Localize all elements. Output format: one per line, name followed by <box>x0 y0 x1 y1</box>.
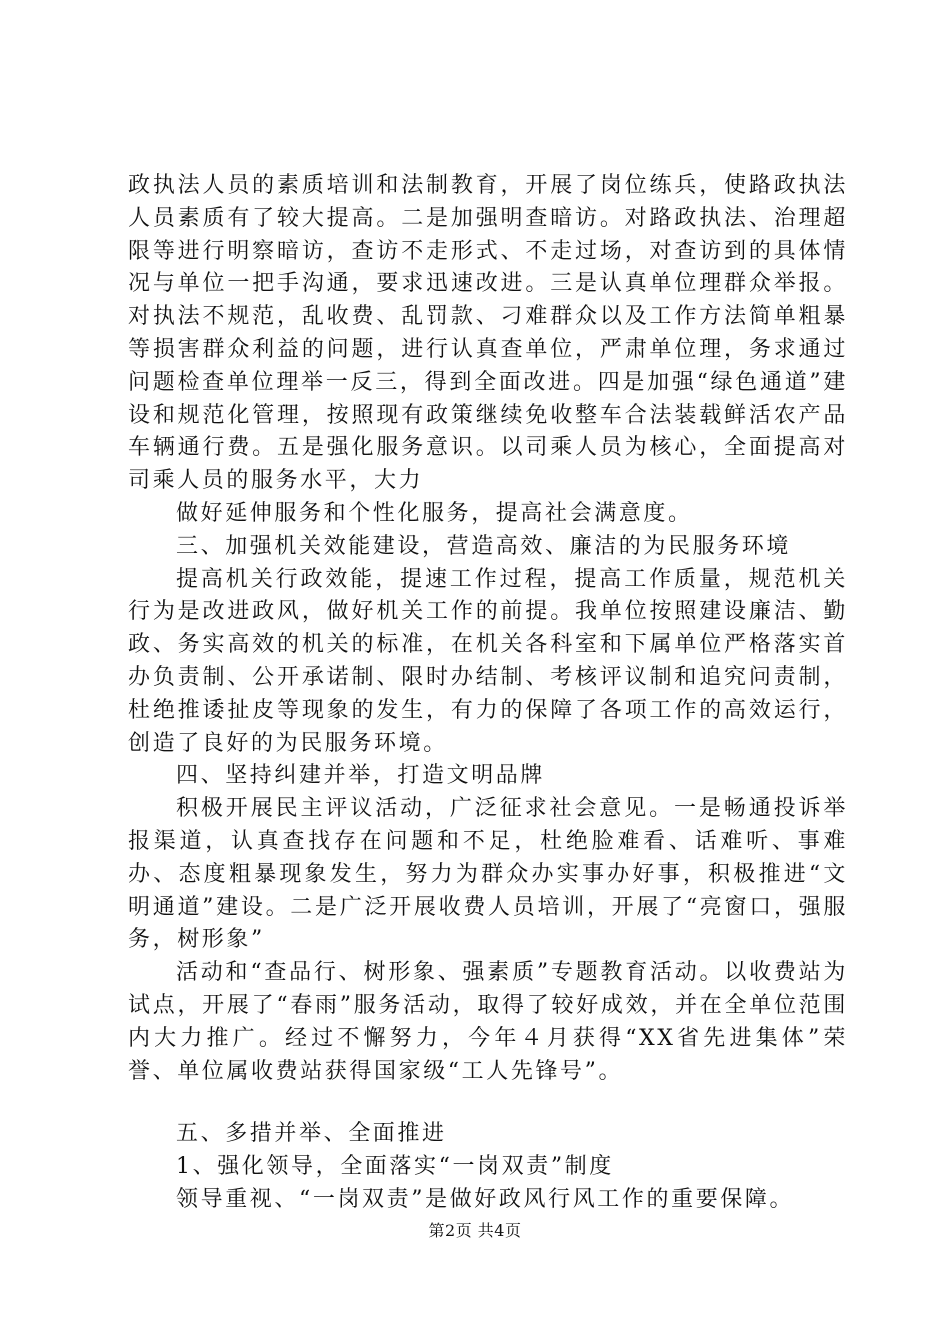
section-heading-3: 三、加强机关效能建设，营造高效、廉洁的为民服务环境 <box>176 533 792 559</box>
paragraph-efficiency: 提高机关行政效能，提速工作过程，提高工作质量，规范机关行为是改进政风，做好机关工作的前提。我单位按照建设廉洁、勤政、务实高效的机关的标准，在机关各科室和下属单位严格落实首办负责制、公开承诺制、限时办结制、考核评议制和追究问责制，杜绝推诿扯皮等现象的发生，有力的保障了各项工作的高效运行，创造了良好的为民服务环境。 <box>128 566 848 756</box>
page-number-footer: 第2页 共4页 <box>428 1221 522 1240</box>
paragraph-service: 做好延伸服务和个性化服务，提高社会满意度。 <box>176 500 693 526</box>
paragraph-activities: 活动和“查品行、树形象、强素质”专题教育活动。以收费站为试点，开展了“春雨”服务活动，取得了较好成效，并在全单位范围内大力推广。经过不懈努力，今年４月获得“XX省先进集体”荣誉、单位属收费站获得国家级“工人先锋号”。 <box>128 960 848 1084</box>
section-heading-4: 四、坚持纠建并举，打造文明品牌 <box>176 763 546 789</box>
paragraph-continuation: 政执法人员的素质培训和法制教育，开展了岗位练兵，使路政执法人员素质有了较大提高。二是加强明查暗访。对路政执法、治理超限等进行明察暗访，查访不走形式、不走过场，对查访到的具体情况与单位一把手沟通，要求迅速改进。三是认真单位理群众举报。对执法不规范，乱收费、乱罚款、刁难群众以及工作方法简单粗暴等损害群众利益的问题，进行认真查单位，严肃单位理，务求通过问题检查单位理举一反三，得到全面改进。四是加强“绿色通道”建设和规范化管理，按照现有政策继续免收整车合法装载鲜活农产品车辆通行费。五是强化服务意识。以司乘人员为核心，全面提高对司乘人员的服务水平，大力 <box>128 173 848 494</box>
paragraph-evaluation: 积极开展民主评议活动，广泛征求社会意见。一是畅通投诉举报渠道，认真查找存在问题和不足，杜绝脸难看、话难听、事难办、态度粗暴现象发生，努力为群众办实事办好事，积极推进“文明通道”建设。二是广泛开展收费人员培训，开展了“亮窗口，强服务，树形象” <box>128 796 848 953</box>
document-body <box>128 170 848 1217</box>
section-heading-5: 五、多措并举、全面推进 <box>176 1121 447 1147</box>
subsection-heading-1: 1、强化领导，全面落实“一岗双责”制度 <box>176 1154 614 1180</box>
paragraph-leadership: 领导重视、“一岗双责”是做好政风行风工作的重要保障。 <box>176 1186 795 1212</box>
